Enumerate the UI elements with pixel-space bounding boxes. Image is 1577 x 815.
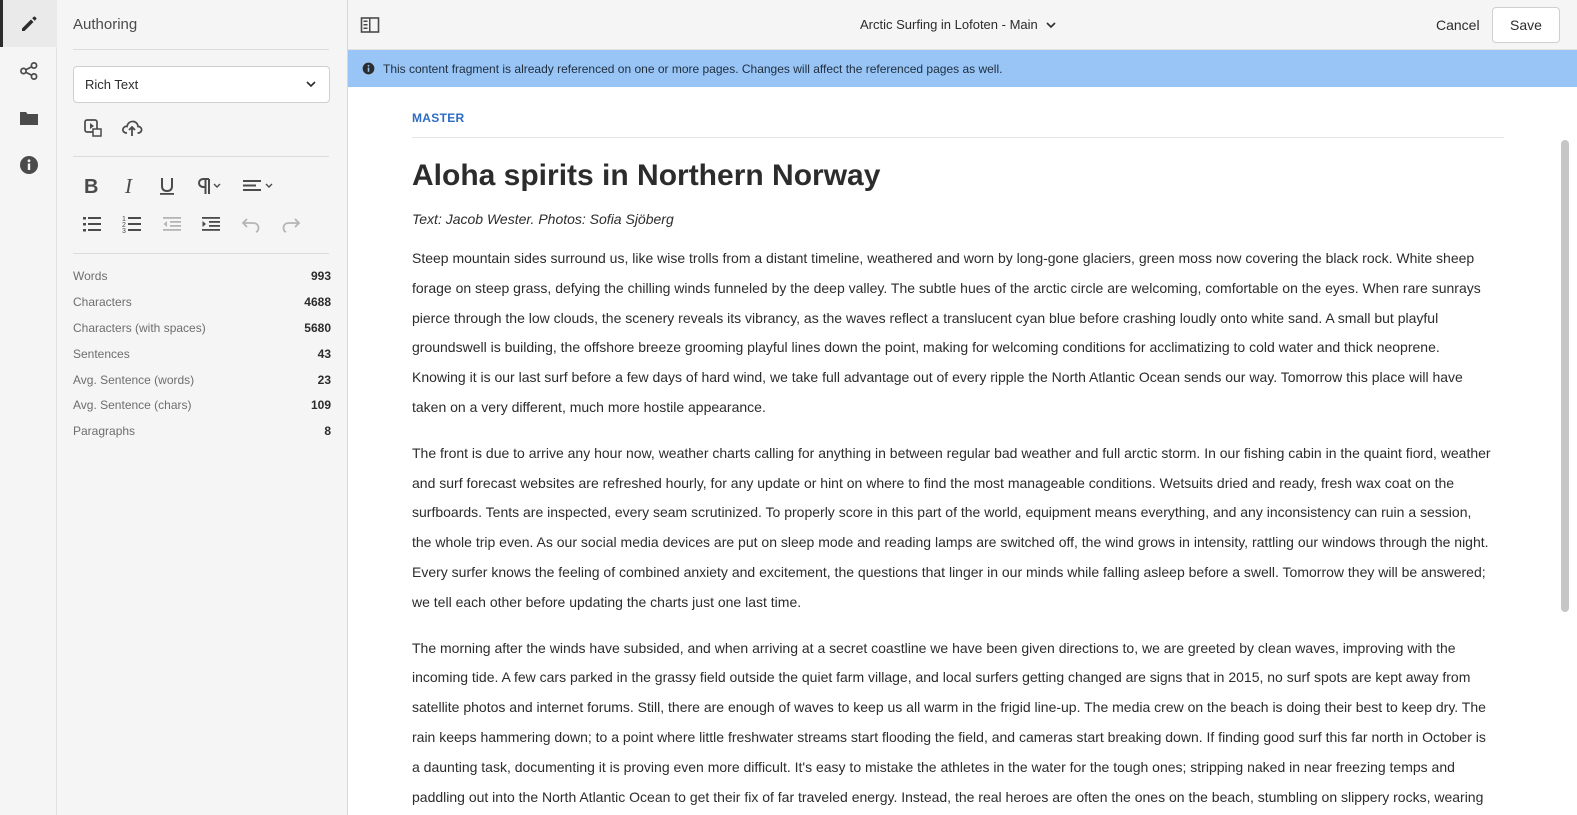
stat-row-paragraphs: [73, 418, 331, 444]
svg-text:I: I: [125, 176, 132, 196]
italic-icon: [121, 176, 139, 196]
rich-text-editor[interactable]: [412, 158, 1494, 815]
toggle-side-panel-button[interactable]: [360, 15, 380, 35]
save-button[interactable]: Save: [1492, 7, 1560, 43]
svg-text:1: 1: [122, 216, 126, 223]
stat-label: Characters (with spaces): [73, 320, 206, 335]
authoring-panel: [57, 0, 348, 815]
article-paragraph: Steep mountain sides surround us, like wise trolls from a distant timeline, weathered and worn by long-gone glaciers, green moss now covering the black rock. White sheep forage on steep grass, defying the chilling winds funneled by the deep valley. The subtle hues of the arctic circle are welcoming, comfortable on the eyes. When rare sunrays pierce through the low clouds, the scenery reveals its vibrancy, as the waves reflect a translucent cyan blue before crashing loudly onto white sand. A small but playful groundswell is building, the offshore breeze grooming playful lines down the point, making for welcoming conditions for acclimatizing to cold water and thick neoprene. Knowing it is our last surf before a few days of hard wind, we take full advantage out of every ripple the North Atlantic Ocean sends our way. Tomorrow this place will have taken on a very different, much more hostile appearance.: [412, 250, 1481, 415]
undo-icon: [240, 214, 262, 234]
upload-button[interactable]: [119, 115, 145, 141]
stat-row-avg-sentence-words: [73, 367, 331, 393]
svg-text:3: 3: [122, 228, 126, 234]
stat-row-characters: [73, 289, 331, 315]
bold-icon: [82, 176, 100, 196]
document-title: Arctic Surfing in Lofoten - Main: [860, 17, 1038, 32]
stat-label: Words: [73, 268, 108, 283]
document-title-dropdown[interactable]: [860, 17, 1056, 32]
info-banner: [348, 50, 1577, 87]
editor-mode-select[interactable]: [73, 66, 330, 103]
rail-folder-button[interactable]: [0, 94, 57, 141]
editor-mode-value: Rich Text: [85, 77, 139, 92]
numbered-list-button[interactable]: [119, 211, 145, 237]
scrollbar-thumb[interactable]: [1561, 140, 1569, 612]
chevron-down-icon: [306, 80, 316, 88]
stat-label: Paragraphs: [73, 424, 136, 439]
redo-button[interactable]: [278, 211, 304, 237]
insert-asset-button[interactable]: [80, 115, 106, 141]
info-icon: [19, 155, 39, 175]
side-rail: [0, 0, 57, 815]
rail-share-button[interactable]: [0, 47, 57, 94]
banner-text: This content fragment is already referenced on one or more pages. Changes will affect the referenced pages as well.: [383, 61, 1003, 76]
folder-icon: [19, 109, 39, 127]
stat-value: 4688: [304, 294, 331, 309]
insert-asset-icon: [83, 118, 103, 138]
stat-value: 8: [324, 424, 331, 439]
alignment-button[interactable]: [241, 173, 275, 199]
scrollbar[interactable]: [1561, 140, 1569, 815]
indent-button[interactable]: [198, 211, 224, 237]
redo-icon: [280, 214, 302, 234]
undo-button[interactable]: [238, 211, 264, 237]
article-heading: Aloha spirits in Northern Norway: [412, 159, 881, 192]
bullet-list-button[interactable]: [79, 211, 105, 237]
rail-edit-button[interactable]: [0, 0, 57, 47]
stat-value: 43: [317, 346, 331, 361]
info-icon: [362, 62, 375, 75]
stat-row-words: [73, 263, 331, 289]
indent-icon: [200, 214, 222, 234]
paragraph-format-button[interactable]: [194, 173, 226, 199]
svg-text:2: 2: [122, 222, 126, 229]
article-paragraph: The morning after the winds have subsided, and when arriving at a secret coastline we have been given directions to, we are greeted by clean waves, improving with the incoming tide. A few cars parked in the grassy field outside the quiet farm village, and local surfers getting changed are signs that in 2015, no surf spots are kept away from satellite photos and internet forums. Still, there are enough of waves to keep us all warm in the frigid line-up. The media crew on the beach is doing their best to keep dry. The rain keeps hammering down; to a point where little freshwater streams start flooding the field, and cameras start breaking down. If finding good surf this far north in October is a daunting task, documenting it is proving even more difficult. It's easy to mistake the athletes in the water for the tough ones; stripping naked in near freezing temps and paddling out into the North Atlantic Ocean to get their fix of far traveled energy. Instead, the real heroes are often the ones on the beach, stumbling on slippery rocks, wearing: [412, 639, 1486, 805]
stat-label: Sentences: [73, 346, 130, 361]
side-panel-icon: [360, 15, 380, 35]
underline-button[interactable]: [154, 173, 180, 199]
share-icon: [19, 61, 39, 81]
stat-label: Characters: [73, 294, 132, 309]
stat-row-sentences: [73, 341, 331, 367]
chevron-down-icon: [1046, 21, 1056, 29]
main-area: [348, 0, 1577, 815]
stat-label: Avg. Sentence (words): [73, 372, 195, 387]
divider: [412, 137, 1504, 138]
stat-row-avg-sentence-chars: [73, 392, 331, 418]
variation-tab-master[interactable]: MASTER: [412, 111, 465, 125]
align-left-icon: [241, 176, 275, 196]
divider: [73, 253, 329, 254]
cloud-upload-icon: [121, 118, 143, 138]
stat-row-characters-with-spaces: [73, 315, 331, 341]
bold-button[interactable]: [78, 173, 104, 199]
italic-button[interactable]: [117, 173, 143, 199]
svg-text:B: B: [84, 176, 99, 196]
rail-info-button[interactable]: [0, 141, 57, 188]
divider: [73, 156, 329, 157]
text-statistics: [73, 263, 331, 444]
stat-value: 5680: [304, 320, 331, 335]
editor-content: [412, 87, 1504, 815]
outdent-icon: [161, 214, 183, 234]
stat-value: 993: [310, 268, 331, 283]
top-bar: [348, 0, 1577, 50]
article-byline: Text: Jacob Wester. Photos: Sofia Sjöberg: [412, 211, 674, 227]
article-paragraph: The front is due to arrive any hour now, weather charts calling for anything in between regular bad weather and full arctic storm. In our fishing cabin in the quaint fiord, weather and surf forecast websites are refreshed hourly, for any update or hint on where to find the most manageable conditions. Wetsuits dried and ready, fresh wax coat on the surfboards. Tents are inspected, every seam scrutinized. To properly score in this part of the world, equipment means everything, and any inconsistency can ruin a session, the whole trip even. As our social media devices are put on sleep mode and reading lamps are switched off, the wind grows in intensity, rattling our windows through the night. Every surfer knows the feeling of combined anxiety and excitement, the questions that linger in our minds while falling asleep before a swell. Tomorrow they will be answered; we tell each other before updating the charts just one last time.: [412, 444, 1491, 610]
outdent-button[interactable]: [159, 211, 185, 237]
bullet-list-icon: [81, 214, 103, 234]
divider: [73, 49, 329, 50]
underline-icon: [157, 176, 177, 196]
stat-label: Avg. Sentence (chars): [73, 398, 192, 413]
numbered-list-icon: [121, 214, 143, 234]
cancel-button[interactable]: Cancel: [1436, 17, 1480, 33]
pilcrow-icon: [195, 176, 225, 196]
stat-value: 23: [317, 372, 331, 387]
stat-value: 109: [310, 398, 331, 413]
panel-title: Authoring: [73, 16, 138, 33]
pencil-icon: [20, 15, 38, 33]
